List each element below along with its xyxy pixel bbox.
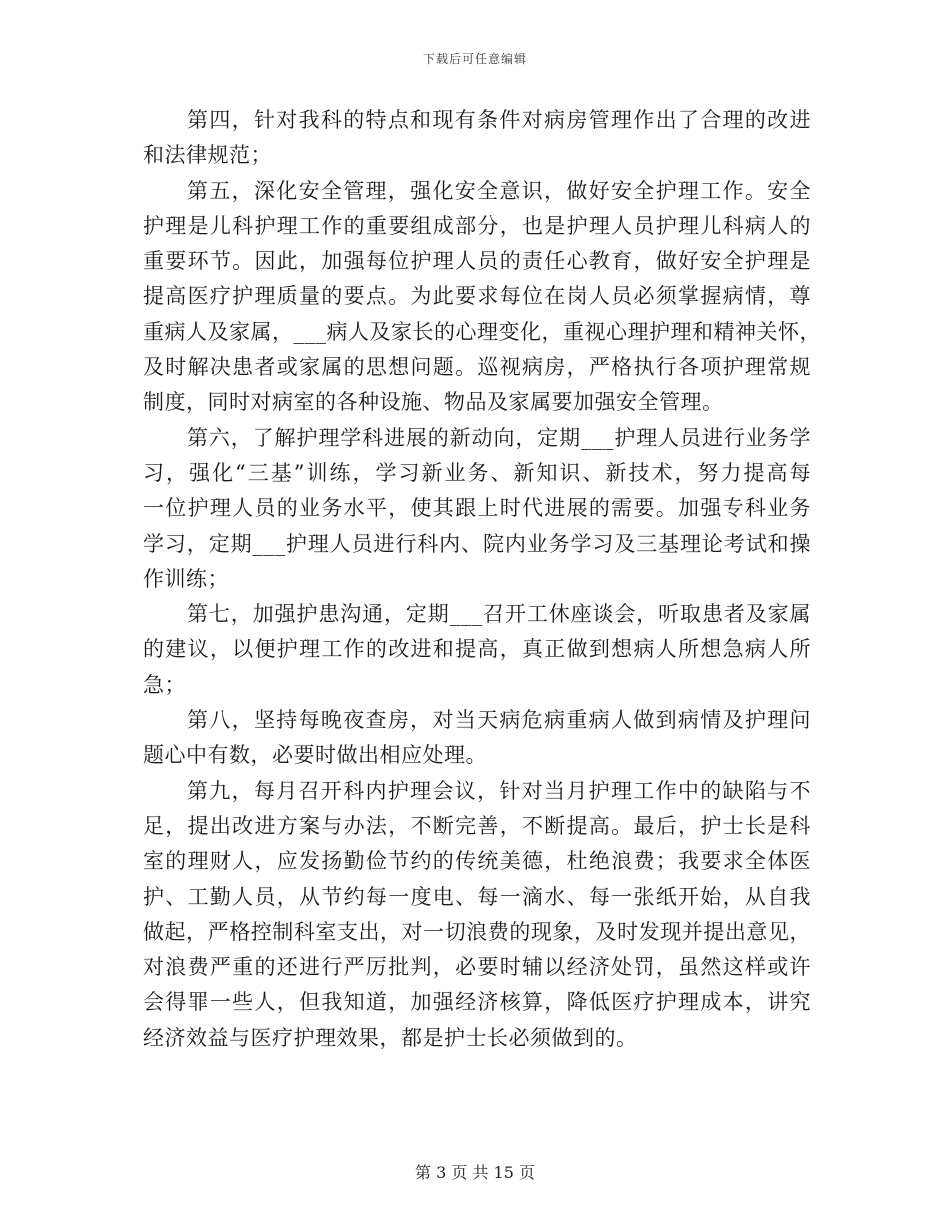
text-line: 护理是儿科护理工作的重要组成部分，也是护理人员护理儿科病人的 (143, 213, 811, 238)
text-line: 第七，加强护患沟通，定期___召开工休座谈会，听取患者及家属 (187, 602, 811, 627)
text-line: 经济效益与医疗护理效果，都是护士长必须做到的。 (143, 1025, 638, 1050)
text-line: 会得罪一些人，但我知道，加强经济核算，降低医疗护理成本，讲究 (143, 990, 811, 1015)
text-line: 重要环节。因此，加强每位护理人员的责任心教育，做好安全护理是 (143, 249, 811, 274)
text-line: 学习，定期___护理人员进行科内、院内业务学习及三基理论考试和操 (143, 531, 811, 556)
text-line: 一位护理人员的业务水平，使其跟上时代进展的需要。加强专科业务 (143, 496, 811, 521)
text-line: 第六，了解护理学科进展的新动向，定期___护理人员进行业务学 (187, 425, 811, 450)
text-line: 护、工勤人员，从节约每一度电、每一滴水、每一张纸开始，从自我 (143, 884, 811, 909)
document-body (143, 103, 821, 1056)
text-line: 足，提出改进方案与办法，不断完善，不断提高。最后，护士长是科 (143, 813, 811, 838)
text-line: 做起，严格控制科室支出，对一切浪费的现象，及时发现并提出意见， (143, 919, 811, 944)
text-line: 第四，针对我科的特点和现有条件对病房管理作出了合理的改进 (187, 108, 811, 132)
text-line: 第九，每月召开科内护理会议，针对当月护理工作中的缺陷与不 (187, 778, 811, 803)
page-number: 第 3 页 共 15 页 (415, 1163, 535, 1182)
text-line: 作训练； (143, 566, 229, 591)
text-line: 重病人及家属，___病人及家长的心理变化，重视心理护理和精神关怀， (143, 319, 821, 344)
text-line: 提高医疗护理质量的要点。为此要求每位在岗人员必须掌握病情，尊 (143, 284, 811, 309)
text-line: 急； (143, 672, 186, 697)
text-line: 对浪费严重的还进行严厉批判，必要时辅以经济处罚，虽然这样或许 (143, 955, 811, 980)
text-line: 和法律规范； (143, 143, 272, 168)
text-line: 第五，深化安全管理，强化安全意识，做好安全护理工作。安全 (187, 178, 811, 203)
page-header-note: 下载后可任意编辑 (422, 52, 527, 66)
text-line: 的建议，以便护理工作的改进和提高，真正做到想病人所想急病人所 (143, 637, 811, 662)
text-line: 及时解决患者或家属的思想问题。巡视病房，严格执行各项护理常规 (143, 355, 811, 380)
text-line: 题心中有数，必要时做出相应处理。 (143, 743, 487, 768)
text-line: 第八，坚持每晚夜查房，对当天病危病重病人做到病情及护理问 (187, 708, 811, 733)
text-line: 室的理财人，应发扬勤俭节约的传统美德，杜绝浪费；我要求全体医 (143, 849, 811, 874)
text-line: 习，强化“三基”训练，学习新业务、新知识、新技术，努力提高每 (143, 460, 811, 485)
text-line: 制度，同时对病室的各种设施、物品及家属要加强安全管理。 (143, 390, 724, 415)
